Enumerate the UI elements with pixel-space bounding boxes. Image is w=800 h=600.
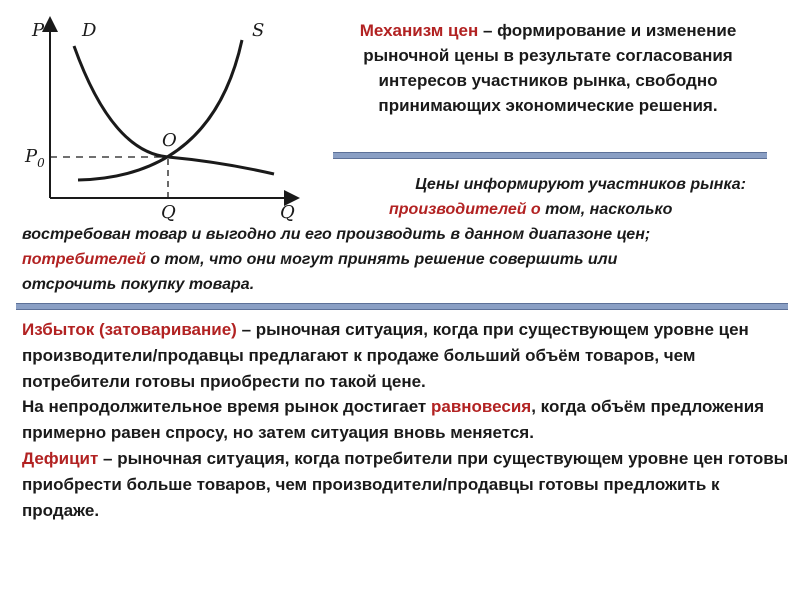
equilibrium-text-before: На непродолжительное время рынок достигает <box>22 397 431 417</box>
equilibrium-text-after: , когда объём предложения примерно равен спросу, но затем ситуация вновь меняется. <box>22 397 765 443</box>
deficit-term: Дефицит <box>22 448 99 468</box>
deficit-paragraph <box>22 446 792 523</box>
consumers-text: о том, что они могут принять решение совершить или <box>145 251 618 268</box>
divider-top <box>333 152 767 159</box>
price-information-paragraph <box>22 172 782 297</box>
demand-curve <box>74 46 274 174</box>
price-mechanism-definition <box>318 18 778 118</box>
divider-bottom <box>16 303 788 310</box>
info-line-2 <box>22 197 782 222</box>
equilibrium-price-subscript: 0 <box>37 156 45 170</box>
consumers-label: потребителей <box>22 251 146 268</box>
market-situations-text <box>22 317 792 523</box>
equilibrium-price-label: $P_0$ <box>25 146 45 170</box>
info-line-1: Цены информируют участников рынка: <box>415 176 746 193</box>
producers-label: производителей о <box>389 201 541 218</box>
info-line-5: отсрочить покупку товара. <box>22 276 255 293</box>
surplus-term: Избыток (затоваривание) <box>22 320 237 339</box>
supply-curve-label: S <box>252 20 265 41</box>
info-line-3: востребован товар и выгодно ли его производить в данном диапазоне цен; <box>22 226 651 243</box>
price-mechanism-term: Механизм цен <box>359 21 479 40</box>
equilibrium-term: равновесия <box>430 397 532 417</box>
quantity-axis-label: Q <box>280 202 295 222</box>
price-axis-label: P <box>32 20 45 41</box>
surplus-paragraph <box>22 317 792 394</box>
demand-curve-label: D <box>82 20 97 41</box>
deficit-text: – рыночная ситуация, когда потребители при существующем уровне цен готовы приобрести больше товаров, чем производители/продавцы готовы предложить к продаже. <box>22 448 789 520</box>
equilibrium-quantity-label: Q <box>161 202 176 222</box>
equilibrium-paragraph <box>22 394 792 446</box>
info-line-4 <box>22 247 782 272</box>
price-mechanism-text: – формирование и изменение рыночной цены в результате согласования интересов участников рынка, свободно принимающих экономические решения. <box>363 21 737 115</box>
producers-text: том, насколько <box>540 201 673 218</box>
surplus-text: – рыночная ситуация, когда при существующем уровне цен производители/продавцы предлагают к продаже больший объём товаров, чем потребители готовы приобрести по такой цене. <box>22 320 749 391</box>
equilibrium-point-label: O <box>162 130 177 151</box>
